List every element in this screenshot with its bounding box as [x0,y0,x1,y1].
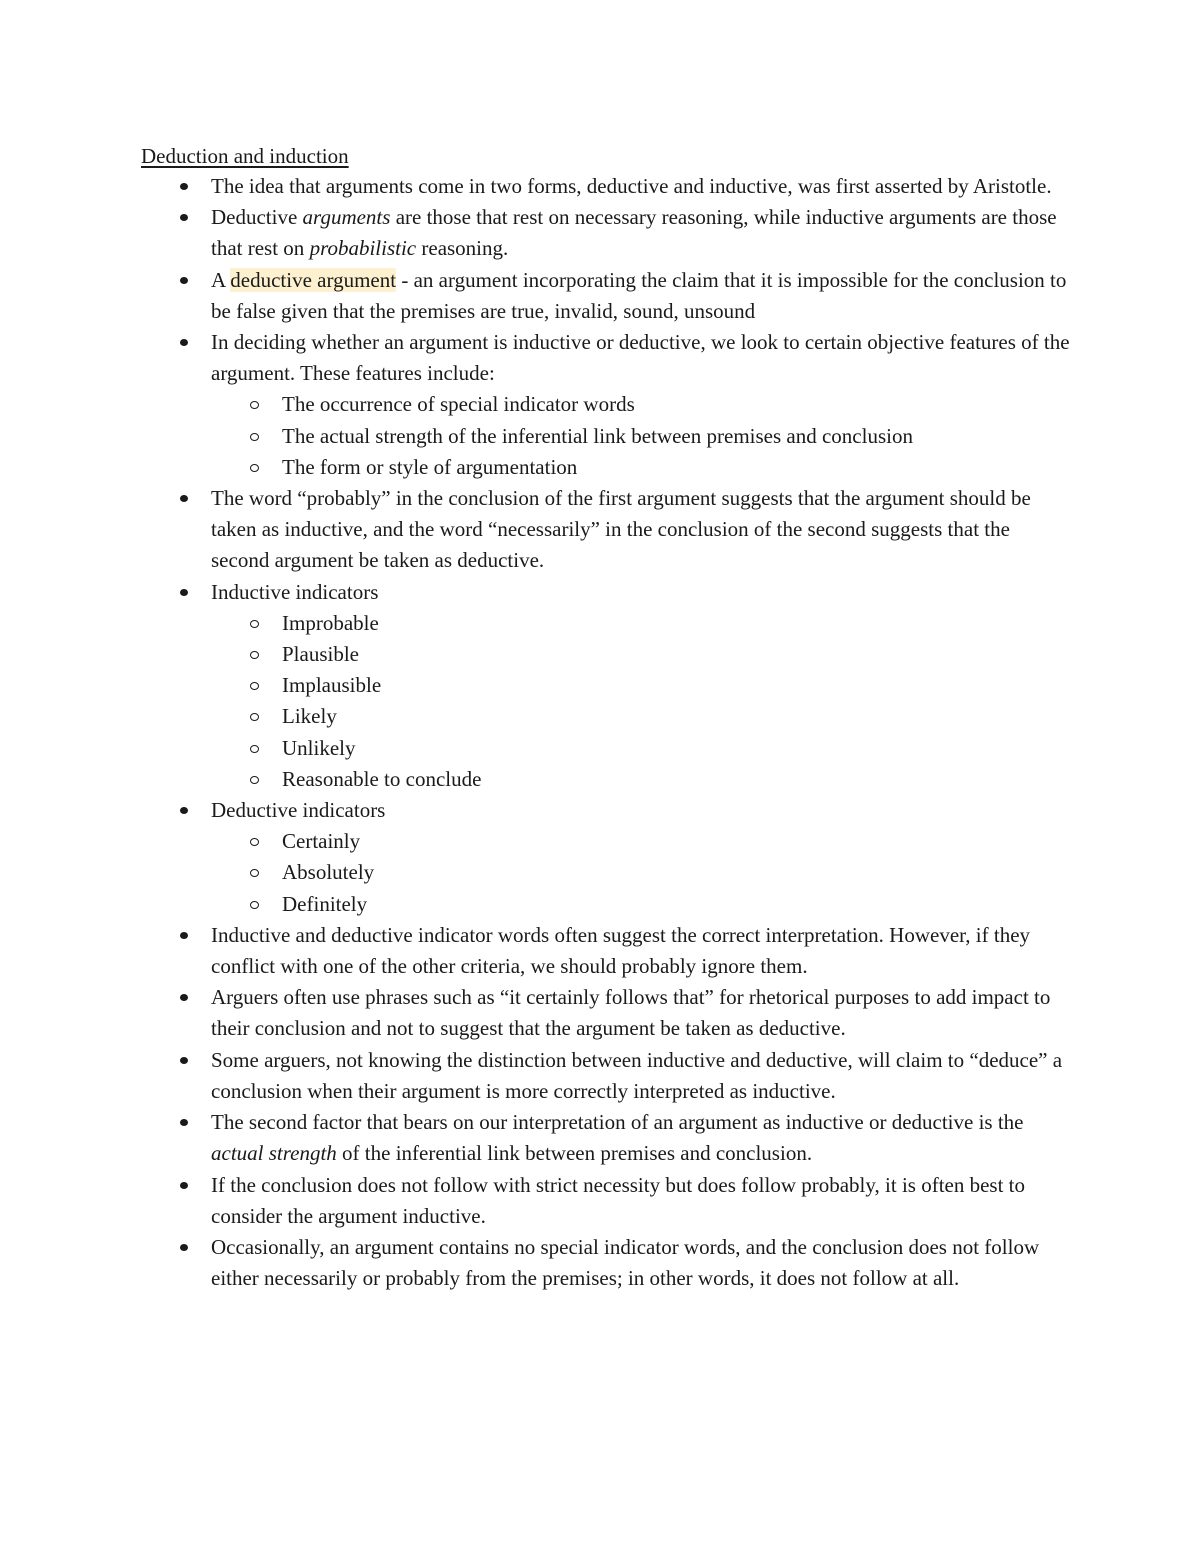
sub-list-item: Reasonable to conclude [0,764,1071,795]
list-item [0,202,1071,264]
list-item [0,327,1071,483]
item-text: The idea that arguments come in two forms, deductive and inductive, was first asserted by Aristotle. [211,174,1052,198]
item-text: The word “probably” in the conclusion of the first argument suggests that the argument should be taken as inductive, and the word “necessarily” in the conclusion of the second suggests that the second argument be taken as deductive. [211,486,1031,573]
item-text: are those that rest on necessary reasoning, while inductive arguments are those that rest on [211,205,1057,261]
item-text: If the conclusion does not follow with strict necessity but does follow probably, it is often best to consider the argument inductive. [211,1172,1026,1228]
sub-list-item: Plausible [0,639,1071,670]
item-text: Inductive indicators [211,579,379,604]
italic-term: arguments [302,205,391,230]
item-text: - an argument incorporating the claim that it is impossible for the conclusion to be false given that the premises are true, invalid, sound, unsound [211,267,1067,323]
sub-list-item: The actual strength of the inferential link between premises and conclusion [0,421,1071,452]
list-item [0,1107,1071,1169]
italic-term: probabilistic [309,236,417,261]
sub-list-item: Absolutely [0,857,1071,888]
item-text: Deductive indicators [211,798,386,823]
list-item [0,795,1071,920]
item-text: A [211,267,231,292]
list-item [0,1170,1071,1232]
sub-list [211,826,1071,920]
sub-list-item: The form or style of argumentation [0,452,1071,483]
sub-list-item: Implausible [0,670,1071,701]
item-text: Inductive and deductive indicator words often suggest the correct interpretation. However, if they conflict with one of the other criteria, we should probably ignore them. [211,922,1031,979]
sub-list-item: Likely [0,701,1071,732]
item-text: Arguers often use phrases such as “it certainly follows that” for rhetorical purposes to add impact to their conclusion and not to suggest that the argument be taken as deductive. [211,985,1051,1041]
bullet-list [0,171,1200,1294]
list-item [0,982,1071,1044]
sub-list-item: Definitely [0,889,1071,920]
list-item [0,1232,1071,1294]
sub-list-item: The occurrence of special indicator words [0,389,1071,420]
list-item [0,265,1071,327]
sub-list-item: Improbable [0,608,1071,639]
sub-list [211,608,1071,795]
item-text: The second factor that bears on our interpretation of an argument as inductive or deductive is the [211,1110,1024,1135]
sub-list [211,389,1071,483]
highlighted-term: deductive argument [230,267,397,292]
item-text: In deciding whether an argument is inductive or deductive, we look to certain objective features of the argument. These features include: [211,330,1070,386]
list-item [0,171,1071,202]
item-text: Some arguers, not knowing the distinction between inductive and deductive, will claim to “deduce” a conclusion when their argument is more correctly interpreted as inductive. [211,1047,1063,1103]
sub-list-item: Certainly [0,826,1071,857]
item-text: reasoning. [416,236,509,261]
list-item [0,920,1071,982]
item-text: Occasionally, an argument contains no special indicator words, and the conclusion does not follow either necessarily or probably from the premises; in other words, it does not follow at all. [211,1234,1040,1291]
list-item [0,577,1071,795]
list-item [0,483,1071,577]
item-text: of the inferential link between premises and conclusion. [336,1141,813,1166]
page-title: Deduction and induction [141,144,349,168]
sub-list-item: Unlikely [0,733,1071,764]
list-item [0,1045,1071,1107]
italic-term: actual strength [211,1141,337,1166]
item-text: Deductive [211,205,303,230]
